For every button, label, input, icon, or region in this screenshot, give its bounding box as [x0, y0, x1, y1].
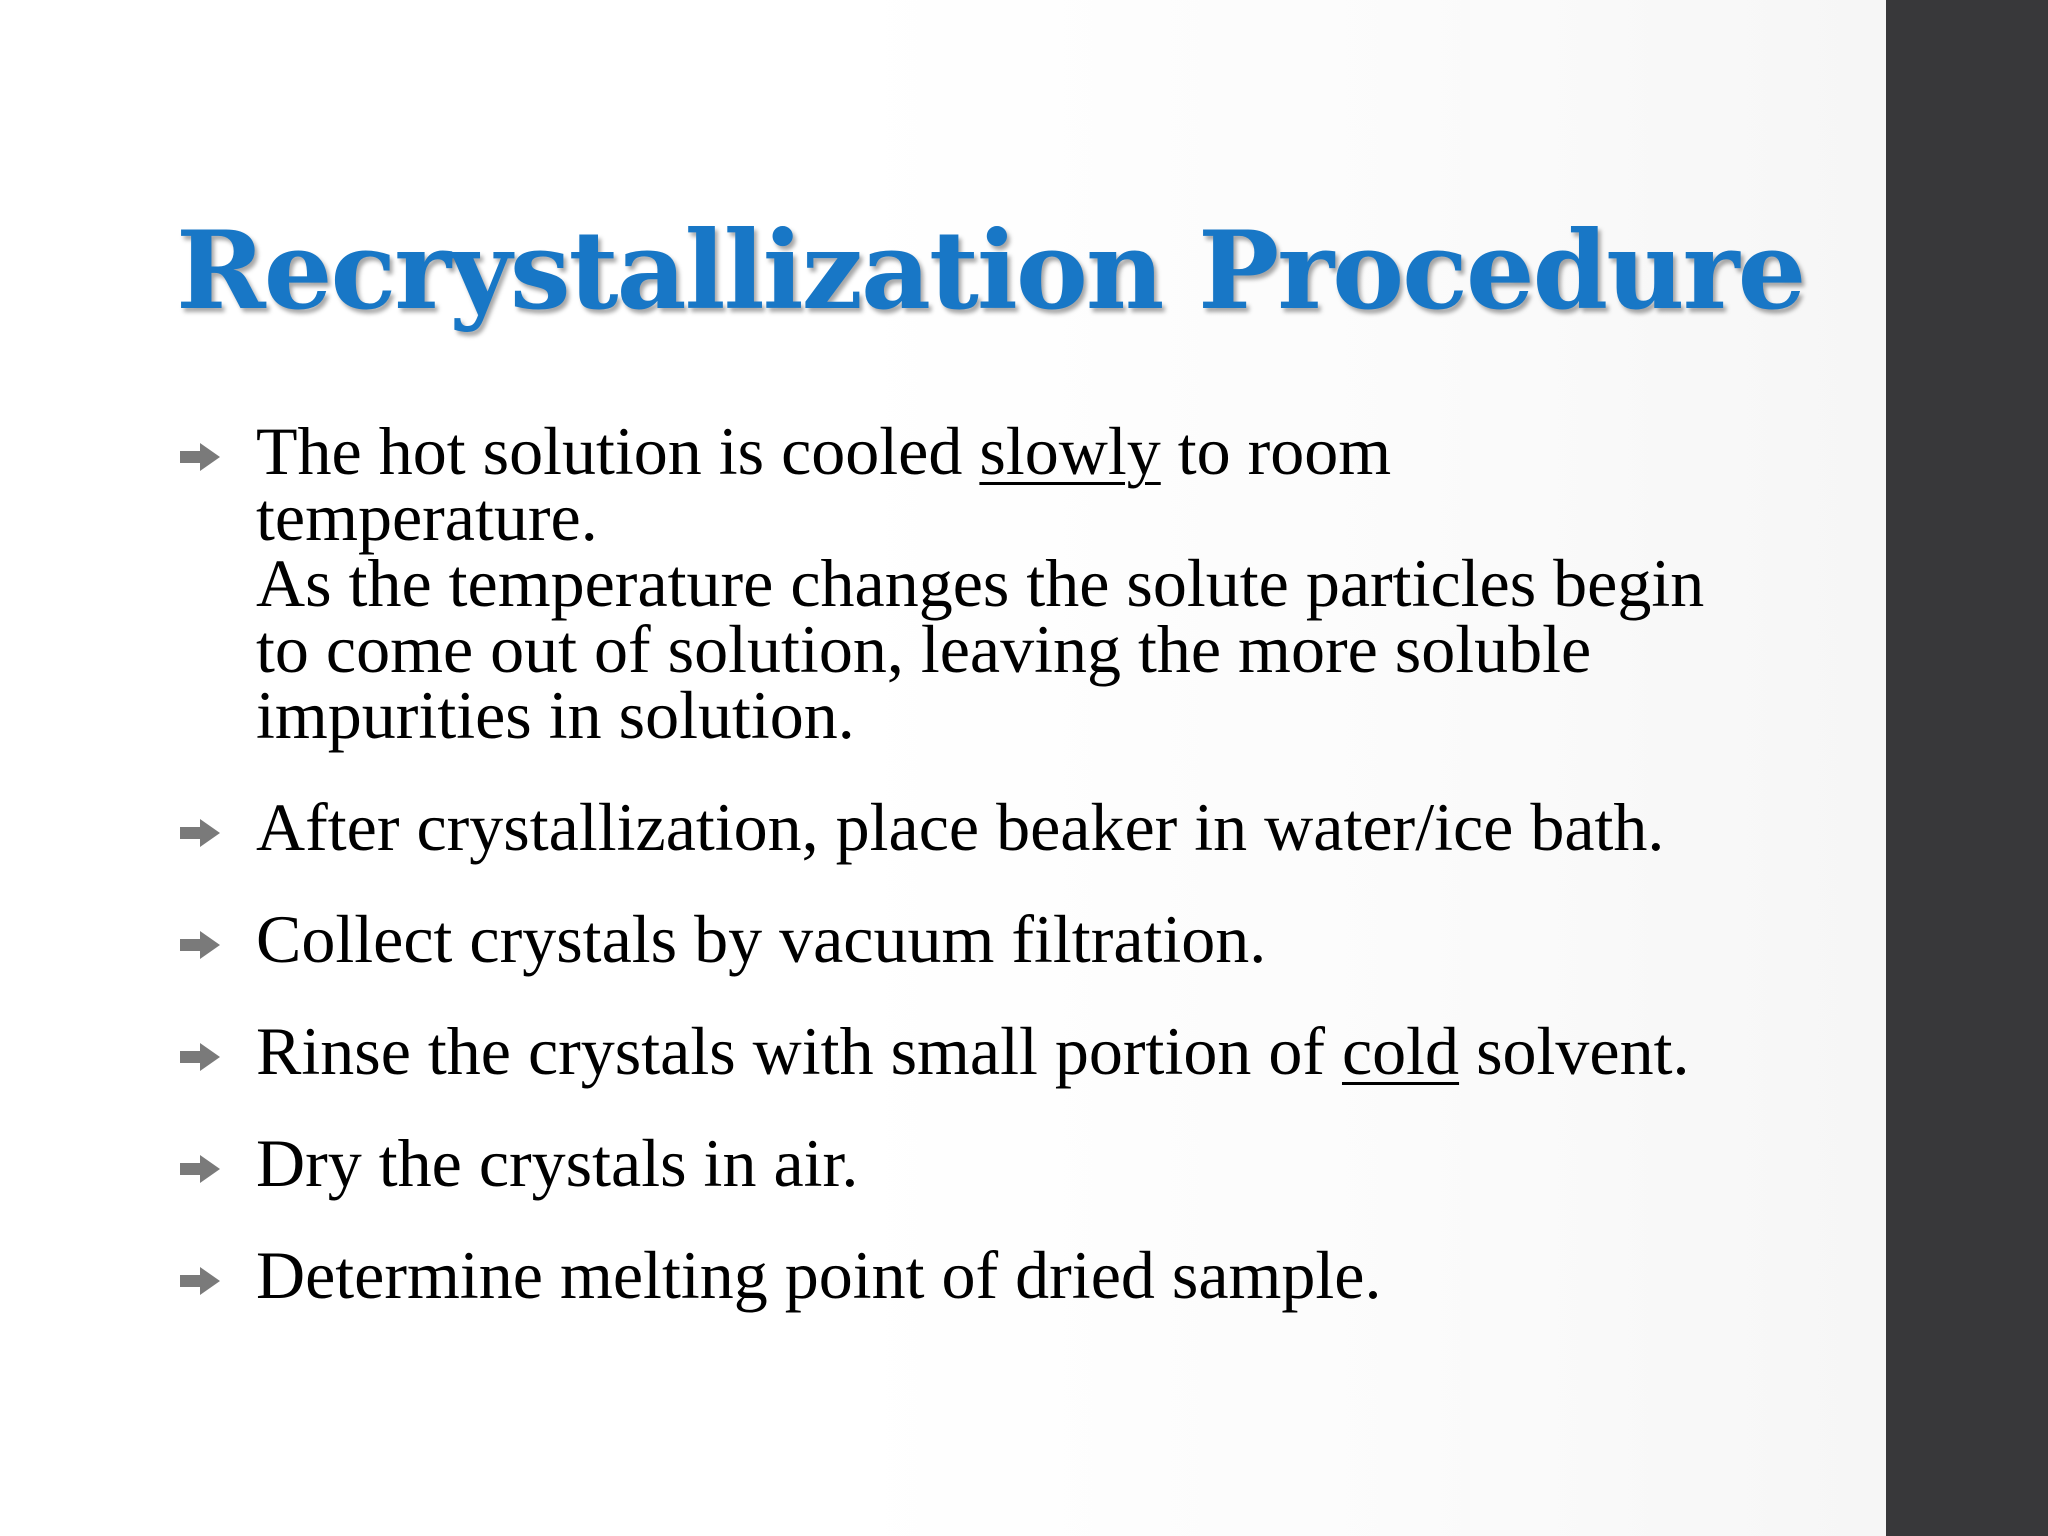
bullet-text-after: solvent.: [1459, 1013, 1690, 1089]
bullet-continuation: As the temperature changes the solute particles begin to come out of solution, leaving the more soluble impurities in solution.: [256, 545, 1705, 753]
bullet-text-before: The hot solution is cooled: [256, 413, 980, 489]
bullet-text-before: Rinse the crystals with small portion of: [256, 1013, 1342, 1089]
right-arrow-icon: [180, 818, 222, 848]
bullet-item: [170, 789, 1710, 865]
underlined-word: cold: [1341, 1013, 1460, 1089]
bullet-item: [170, 901, 1710, 977]
bullet-text: [256, 413, 1391, 555]
right-arrow-icon: [180, 1266, 222, 1296]
bullet-text: Determine melting point of dried sample.: [256, 1237, 1382, 1313]
bullet-text-after: to room temperature.: [256, 413, 1392, 555]
bullet-list: [170, 413, 1710, 1313]
right-arrow-icon: [180, 930, 222, 960]
bullet-text: Collect crystals by vacuum filtration.: [256, 901, 1267, 977]
bullet-item: [170, 1237, 1710, 1313]
right-arrow-icon: [180, 1154, 222, 1184]
bullet-text: [256, 1013, 1690, 1089]
bullet-item: [170, 413, 1710, 753]
bullet-item: [170, 1125, 1710, 1201]
slide-title: Recrystallization Procedure: [176, 208, 1805, 334]
bullet-text: Dry the crystals in air.: [256, 1125, 859, 1201]
underlined-word: slowly: [979, 413, 1161, 489]
right-arrow-icon: [180, 442, 222, 472]
side-bar: [1886, 0, 2048, 1536]
right-arrow-icon: [180, 1042, 222, 1072]
bullet-item: [170, 1013, 1710, 1089]
bullet-text: After crystallization, place beaker in water/ice bath.: [256, 789, 1665, 865]
